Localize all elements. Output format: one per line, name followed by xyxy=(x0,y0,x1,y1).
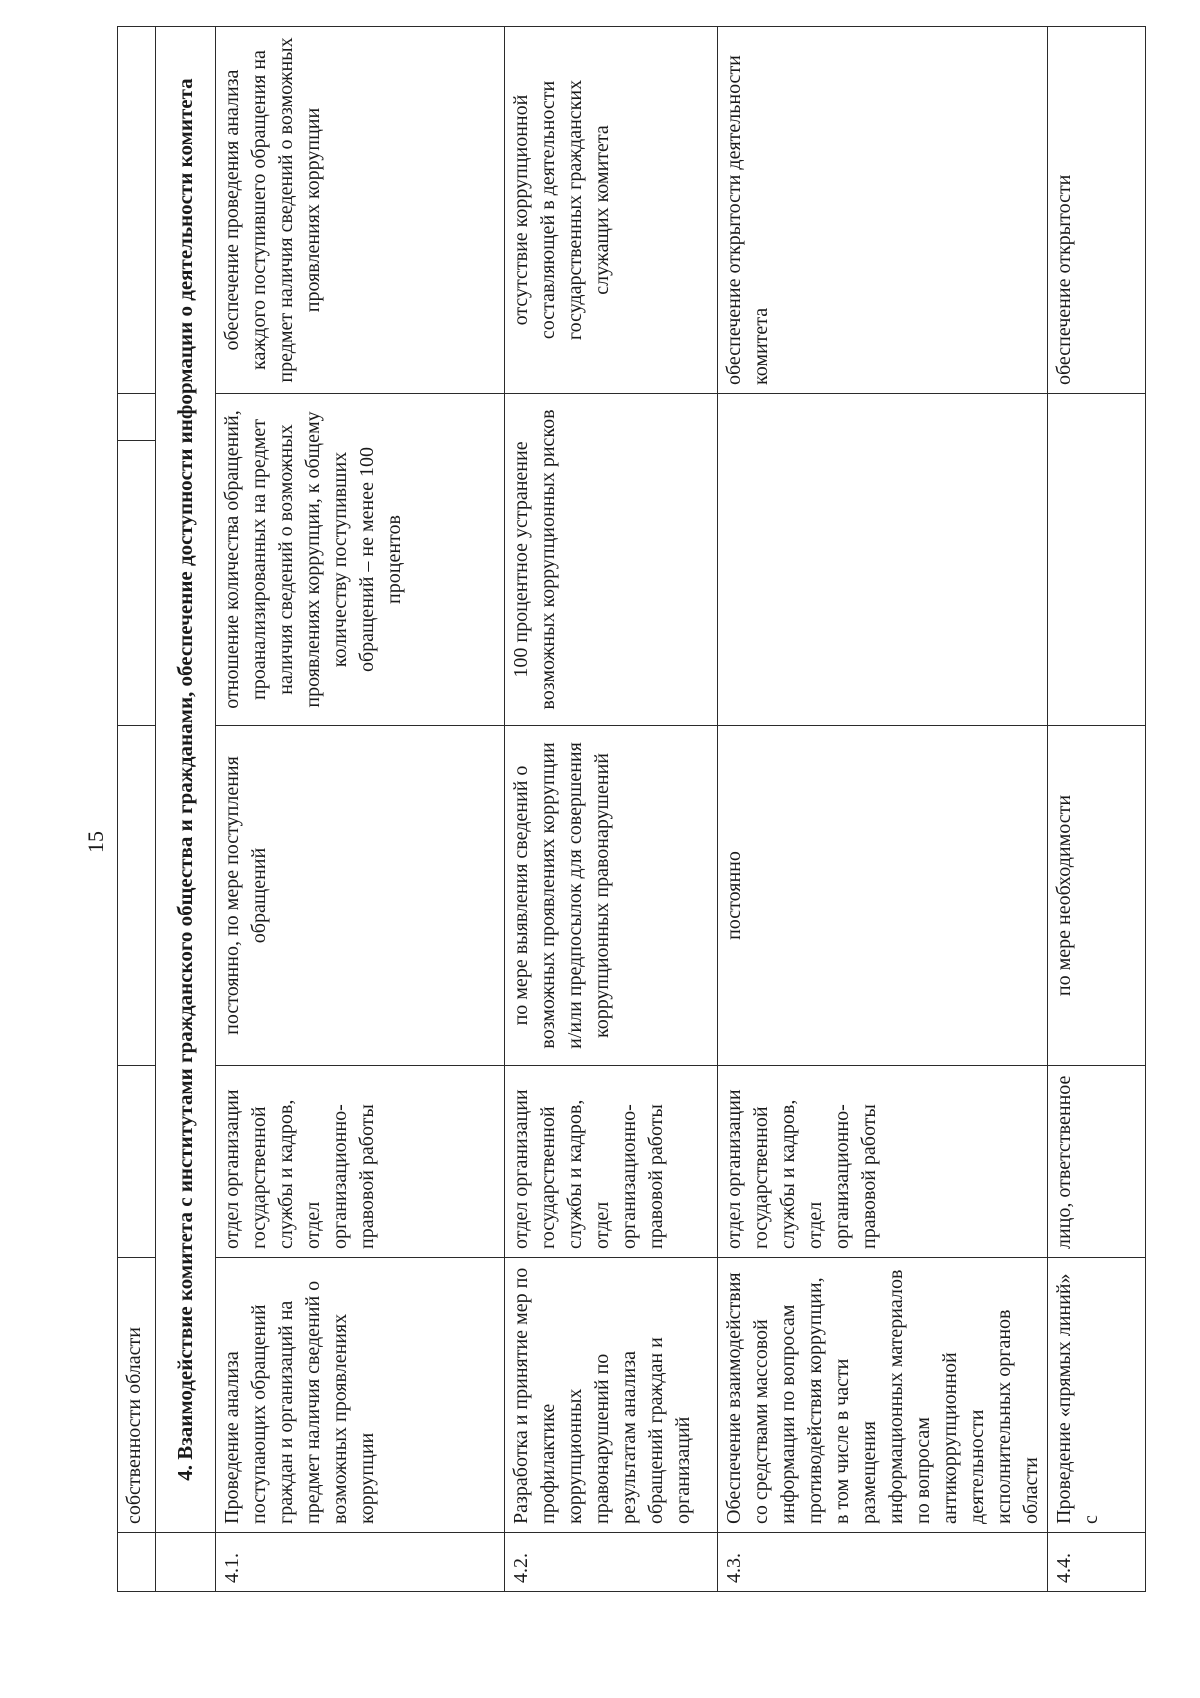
cell-term: постоянно xyxy=(718,726,1048,1066)
cell-num: 4.4. xyxy=(1048,1533,1146,1592)
cell-result xyxy=(118,27,156,394)
cell-result: обеспечение проведения анализа каждого поступившего обращения на предмет наличия сведений о возможных проявлениях коррупции xyxy=(216,27,505,394)
cell-name: Проведение «прямых линий» с xyxy=(1048,1258,1146,1533)
cell-responsible: отдел организации государственной службы и кадров, отдел организационно-правовой работы xyxy=(505,1066,718,1258)
table-row xyxy=(505,27,718,1592)
page-number: 15 xyxy=(83,831,108,853)
cell-responsible: лицо, ответственное xyxy=(1048,1066,1146,1258)
cell-term xyxy=(118,726,156,1066)
cell-blank xyxy=(118,394,156,441)
cell-responsible: отдел организации государственной службы и кадров, отдел организационно-правовой работы xyxy=(216,1066,505,1258)
cell-result: отсутствие коррупционной составляющей в деятельности государственных гражданских служащих комитета xyxy=(505,27,718,394)
table-row xyxy=(718,27,1048,1592)
cell-num: 4.1. xyxy=(216,1533,505,1592)
table-row xyxy=(216,27,505,1592)
cell-num: 4.2. xyxy=(505,1533,718,1592)
cell-responsible xyxy=(118,1066,156,1258)
cell-num xyxy=(118,1533,156,1592)
anticorruption-plan-table xyxy=(117,26,1146,1592)
cell-num: 4.3. xyxy=(718,1533,1048,1592)
cell-indicator xyxy=(118,441,156,726)
anticorruption-plan-table-container xyxy=(117,26,1110,1592)
cell-name: Разработка и принятие мер по профилактике коррупционных правонарушений по результатам анализа обращений граждан и организаций xyxy=(505,1258,718,1533)
cell-responsible: отдел организации государственной службы и кадров, отдел организационно-правовой работы xyxy=(718,1066,1048,1258)
cell-result: обеспечение открытости деятельности комитета xyxy=(718,27,1048,394)
cell-name: Обеспечение взаимодействия со средствами массовой информации по вопросам противодействия коррупции, в том числе в части размещения информационных материалов по вопросам антикоррупционной деятельности исполнительных органов области xyxy=(718,1258,1048,1533)
cell-name: собственности области xyxy=(118,1258,156,1533)
cell-term: постоянно, по мере поступления обращений xyxy=(216,726,505,1066)
section-row xyxy=(156,27,216,1592)
cell-result: обеспечение открытости xyxy=(1048,27,1146,394)
cell-num xyxy=(156,1533,216,1592)
cell-term: по мере необходимости xyxy=(1048,726,1146,1066)
cell-indicator: 100 процентное устранение возможных коррупционных рисков xyxy=(505,394,718,726)
header-row xyxy=(118,27,156,1592)
cell-indicator xyxy=(718,394,1048,726)
cell-indicator: отношение количества обращений, проанализированных на предмет наличия сведений о возможных проявлениях коррупции, к общему количеству поступивших обращений – не менее 100 процентов xyxy=(216,394,505,726)
cell-term: по мере выявления сведений о возможных проявлениях коррупции и/или предпосылок для совершения коррупционных правонарушений xyxy=(505,726,718,1066)
section-title: 4. Взаимодействие комитета с институтами гражданского общества и гражданами, обеспечение доступности информации о деятельности комитета xyxy=(156,27,216,1533)
cell-name: Проведение анализа поступающих обращений граждан и организаций на предмет наличия сведений о возможных проявлениях коррупции xyxy=(216,1258,505,1533)
table-row xyxy=(1048,27,1146,1592)
cell-indicator xyxy=(1048,394,1146,726)
